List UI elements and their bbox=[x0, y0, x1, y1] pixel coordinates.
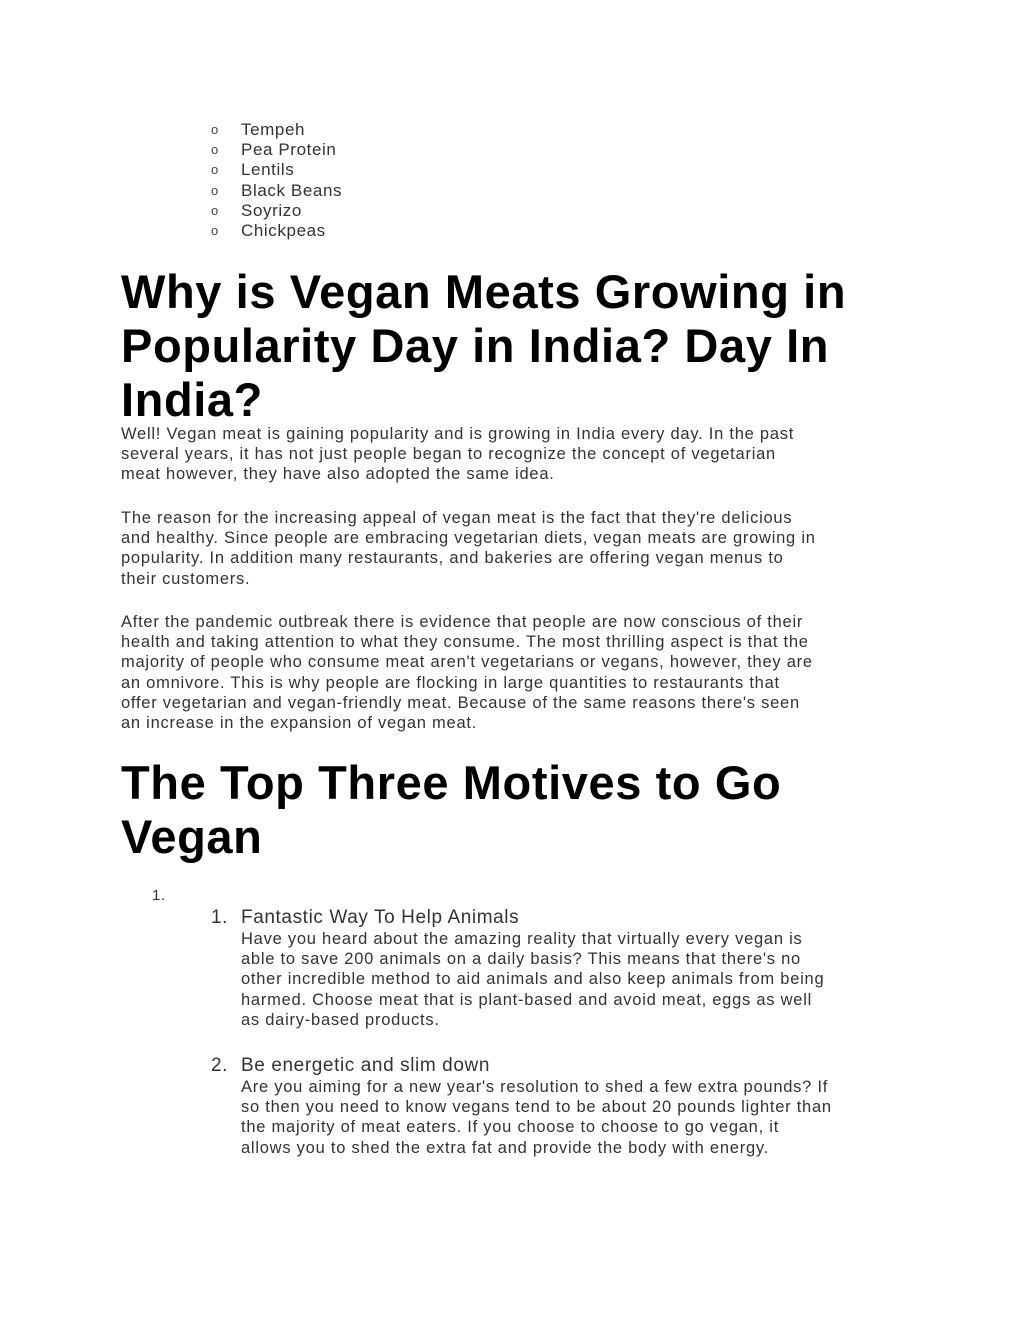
paragraph: After the pandemic outbreak there is evidence that people are now conscious of their health and taking attention to what they consume. The most thrilling aspect is that the majority of people who consume meat aren't vegetarians or vegans, however, they are an omnivore. This is why people are flocking in large quantities to restaurants that offer vegetarian and vegan-friendly meat. Because of the same reasons there's seen an increase in the expansion of vegan meat. bbox=[121, 613, 813, 733]
motive-number: 2. bbox=[211, 1055, 229, 1076]
section-heading-top-three-motives: The Top Three Motives to Go Vegan bbox=[121, 756, 782, 863]
bullet-marker: o bbox=[211, 142, 219, 158]
motive-title: Be energetic and slim down bbox=[241, 1055, 491, 1076]
bullet-marker: o bbox=[211, 122, 219, 137]
bullet-marker: o bbox=[211, 222, 219, 238]
bullet-marker: o bbox=[211, 162, 219, 178]
bullet-marker: o bbox=[211, 202, 219, 218]
section-heading-why-vegan-meats: Why is Vegan Meats Growing in Popularity Day in India? Day In India? bbox=[121, 265, 847, 426]
list-item-label: Pea Protein bbox=[241, 140, 337, 160]
paragraph: Well! Vegan meat is gaining popularity and is growing in India every day. In the past several years, it has not just people began to recognize the concept of vegetarian meat however, they have also adopted the same idea. bbox=[121, 425, 795, 484]
outer-list-number: 1. bbox=[152, 887, 166, 904]
list-item-label: Lentils bbox=[241, 160, 295, 180]
list-item-label: Tempeh bbox=[241, 120, 306, 139]
motive-title: Fantastic Way To Help Animals bbox=[241, 907, 520, 928]
motive-body: Have you heard about the amazing reality that virtually every vegan is able to save 200 animals on a daily basis? This means that there's no other incredible method to aid animals and also keep animals from being harmed. Choose meat that is plant-based and avoid meat, eggs as well as dairy-based products. bbox=[241, 930, 825, 1029]
list-item-label: Soyrizo bbox=[241, 200, 302, 220]
bullet-marker: o bbox=[211, 182, 219, 198]
motive-body: Are you aiming for a new year's resolution to shed a few extra pounds? If so then you need to know vegans tend to be about 20 pounds lighter than the majority of meat eaters. If you choose to choose to go vegan, it allows you to shed the extra fat and provide the body with energy. bbox=[241, 1078, 832, 1157]
list-item-label: Black Beans bbox=[241, 180, 343, 200]
motive-number: 1. bbox=[211, 907, 229, 928]
paragraph: The reason for the increasing appeal of vegan meat is the fact that they're delicious and healthy. Since people are embracing vegetarian diets, vegan meats are growing in popularity. In addition many restaurants, and bakeries are offering vegan menus to their customers. bbox=[121, 509, 816, 588]
list-item-label: Chickpeas bbox=[241, 220, 326, 240]
